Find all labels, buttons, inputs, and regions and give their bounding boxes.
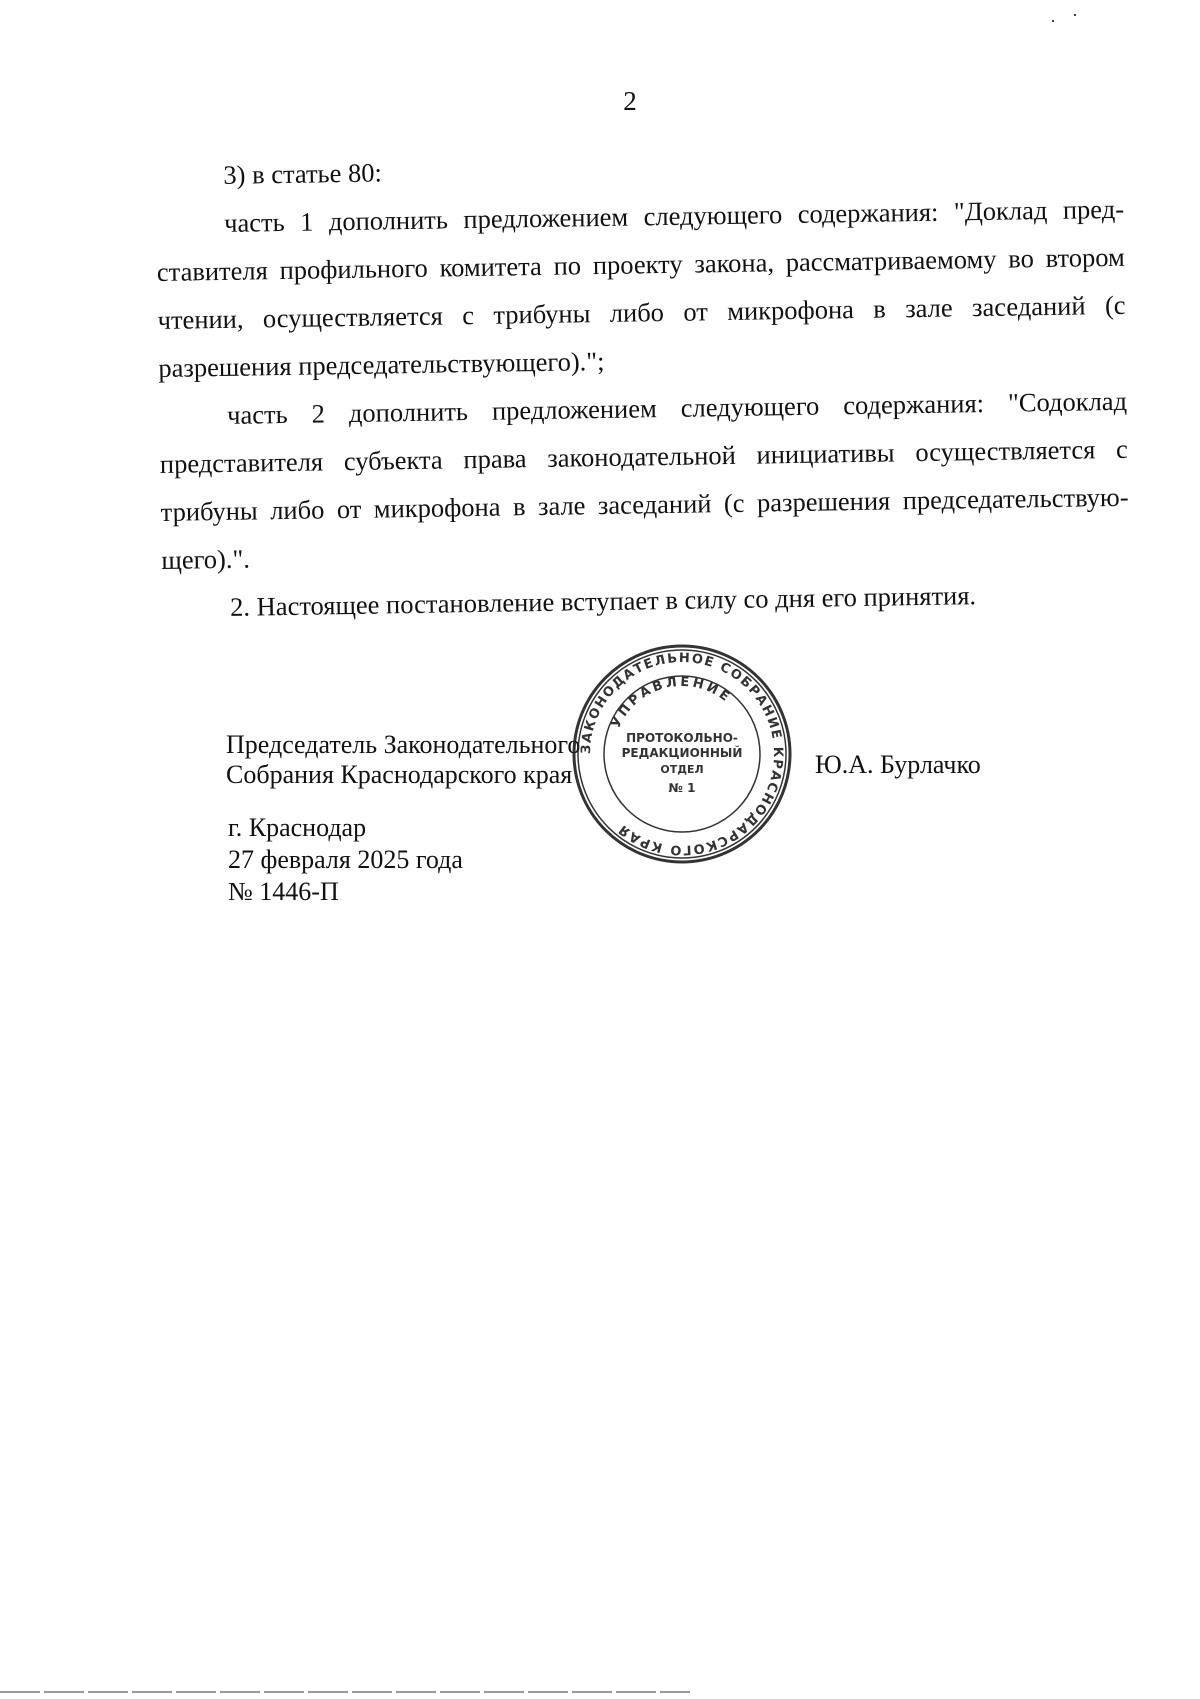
document-number: № 1446-П (228, 877, 339, 906)
scan-dot (1052, 20, 1054, 22)
place-city: г. Краснодар (228, 813, 367, 842)
scan-edge-line (0, 1691, 690, 1693)
signature-title-line1: Председатель Законодательного (226, 730, 581, 759)
official-seal-stamp (570, 642, 794, 866)
paragraph-effective-date: 2. Настоящее постановление вступает в силу со дня его принятия. (229, 580, 977, 622)
stamp-center-line3: ОТДЕЛ (660, 763, 704, 776)
signature-title-line2: Собрания Краснодарского края (226, 760, 573, 789)
paragraph-article-80: 3) в статье 80: (223, 157, 383, 190)
paragraph-part-2: часть 2 дополнить предложением следующего содержания: "Содоклад представителя субъекта права законодательной инициативы осуществляется с трибуны либо от микрофона в зале заседаний (с разрешения председательствующего).". (159, 385, 1129, 575)
signature-title (226, 730, 580, 790)
document-body (155, 137, 1130, 632)
paragraph-part-1: часть 1 дополнить предложением следующего содержания: "Доклад представителя профильного комитета по проекту закона, рассматриваемому во втором чтении, осуществляется с трибуны либо от микрофона в зале заседаний (с разрешения председательствующего)."; (156, 193, 1126, 383)
document-date: 27 февраля 2025 года (228, 845, 463, 874)
svg-text:ЗАКОНОДАТЕЛЬНОЕ СОБРАНИЕ КРАСН: ЗАКОНОДАТЕЛЬНОЕ СОБРАНИЕ КРАСНОДАРСКОГО КРАЯ (578, 650, 786, 858)
scan-dot (1074, 14, 1076, 16)
stamp-center-line4: № 1 (668, 781, 696, 795)
stamp-center-line2: РЕДАКЦИОННЫЙ (621, 746, 743, 760)
svg-text:УПРАВЛЕНИЕ: УПРАВЛЕНИЕ (608, 674, 735, 731)
stamp-center-line1: ПРОТОКОЛЬНО- (626, 731, 738, 745)
signer-name: Ю.А. Бурлачко (815, 750, 981, 779)
place-date-block (228, 812, 463, 908)
page-number: 2 (623, 86, 637, 116)
